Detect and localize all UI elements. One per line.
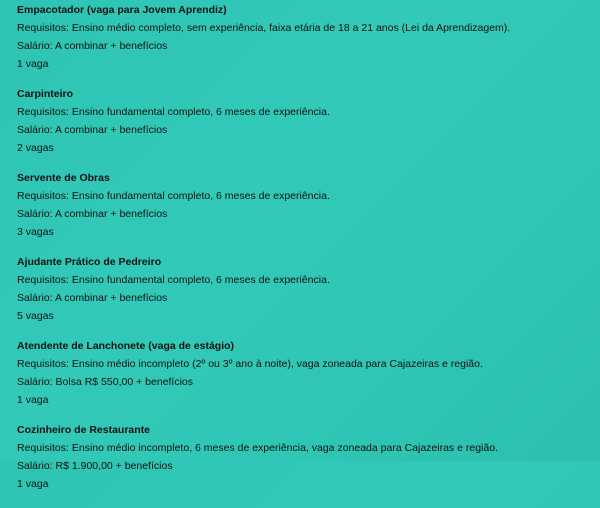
requirements-label: Requisitos:	[17, 22, 69, 34]
job-openings: 1 vaga	[17, 394, 49, 406]
job-list	[17, 4, 587, 508]
salary-label: Salário:	[17, 40, 53, 52]
salary-text: R$ 1.900,00 + benefícios	[55, 460, 173, 472]
job-salary	[17, 40, 587, 53]
requirements-text: Ensino médio incompleto, 6 meses de experiência, vaga zoneada para Cajazeiras e região.	[71, 442, 498, 454]
job-requirements	[17, 442, 587, 455]
job-title: Carpinteiro	[17, 88, 74, 100]
job-openings: 1 vaga	[17, 58, 49, 70]
salary-text: Bolsa R$ 550,00 + benefícios	[55, 376, 194, 388]
job-listing-servente-de-obras	[17, 172, 587, 239]
requirements-text: Ensino fundamental completo, 6 meses de experiência.	[71, 190, 330, 202]
job-title: Ajudante Prático de Pedreiro	[17, 256, 162, 268]
job-requirements	[17, 190, 587, 203]
job-salary	[17, 460, 587, 473]
job-requirements	[17, 358, 587, 371]
job-title: Cozinheiro de Restaurante	[17, 424, 151, 436]
requirements-label: Requisitos:	[17, 442, 69, 454]
salary-label: Salário:	[17, 376, 53, 388]
salary-label: Salário:	[17, 124, 53, 136]
requirements-text: Ensino fundamental completo, 6 meses de experiência.	[71, 274, 330, 286]
requirements-label: Requisitos:	[17, 190, 69, 202]
job-openings: 3 vagas	[17, 226, 54, 238]
job-requirements	[17, 274, 587, 287]
job-listing-empacotador	[17, 4, 587, 71]
requirements-text: Ensino médio completo, sem experiência, faixa etária de 18 a 21 anos (Lei da Aprendizagem).	[71, 22, 511, 34]
requirements-text: Ensino fundamental completo, 6 meses de experiência.	[71, 106, 330, 118]
job-listing-cozinheiro-restaurante	[17, 424, 587, 491]
job-title: Atendente de Lanchonete (vaga de estágio)	[17, 340, 235, 352]
requirements-label: Requisitos:	[17, 274, 69, 286]
job-listing-ajudante-pedreiro	[17, 256, 587, 323]
job-openings: 2 vagas	[17, 142, 54, 154]
requirements-text: Ensino médio incompleto (2º ou 3º ano à noite), vaga zoneada para Cajazeiras e região.	[71, 358, 483, 370]
job-openings: 5 vagas	[17, 310, 54, 322]
job-listing-atendente-lanchonete	[17, 340, 587, 407]
job-salary	[17, 208, 587, 221]
salary-label: Salário:	[17, 292, 53, 304]
job-title: Servente de Obras	[17, 172, 110, 184]
salary-label: Salário:	[17, 460, 53, 472]
requirements-label: Requisitos:	[17, 358, 69, 370]
salary-text: A combinar + benefícios	[54, 124, 168, 136]
job-title: Empacotador (vaga para Jovem Aprendiz)	[17, 4, 227, 16]
job-salary	[17, 124, 587, 137]
salary-text: A combinar + benefícios	[54, 208, 168, 220]
job-requirements	[17, 22, 587, 35]
salary-text: A combinar + benefícios	[54, 40, 168, 52]
requirements-label: Requisitos:	[17, 106, 69, 118]
job-listing-carpinteiro	[17, 88, 587, 155]
job-requirements	[17, 106, 587, 119]
job-openings: 1 vaga	[17, 478, 49, 490]
salary-text: A combinar + benefícios	[54, 292, 168, 304]
job-salary	[17, 376, 587, 389]
salary-label: Salário:	[17, 208, 53, 220]
job-salary	[17, 292, 587, 305]
